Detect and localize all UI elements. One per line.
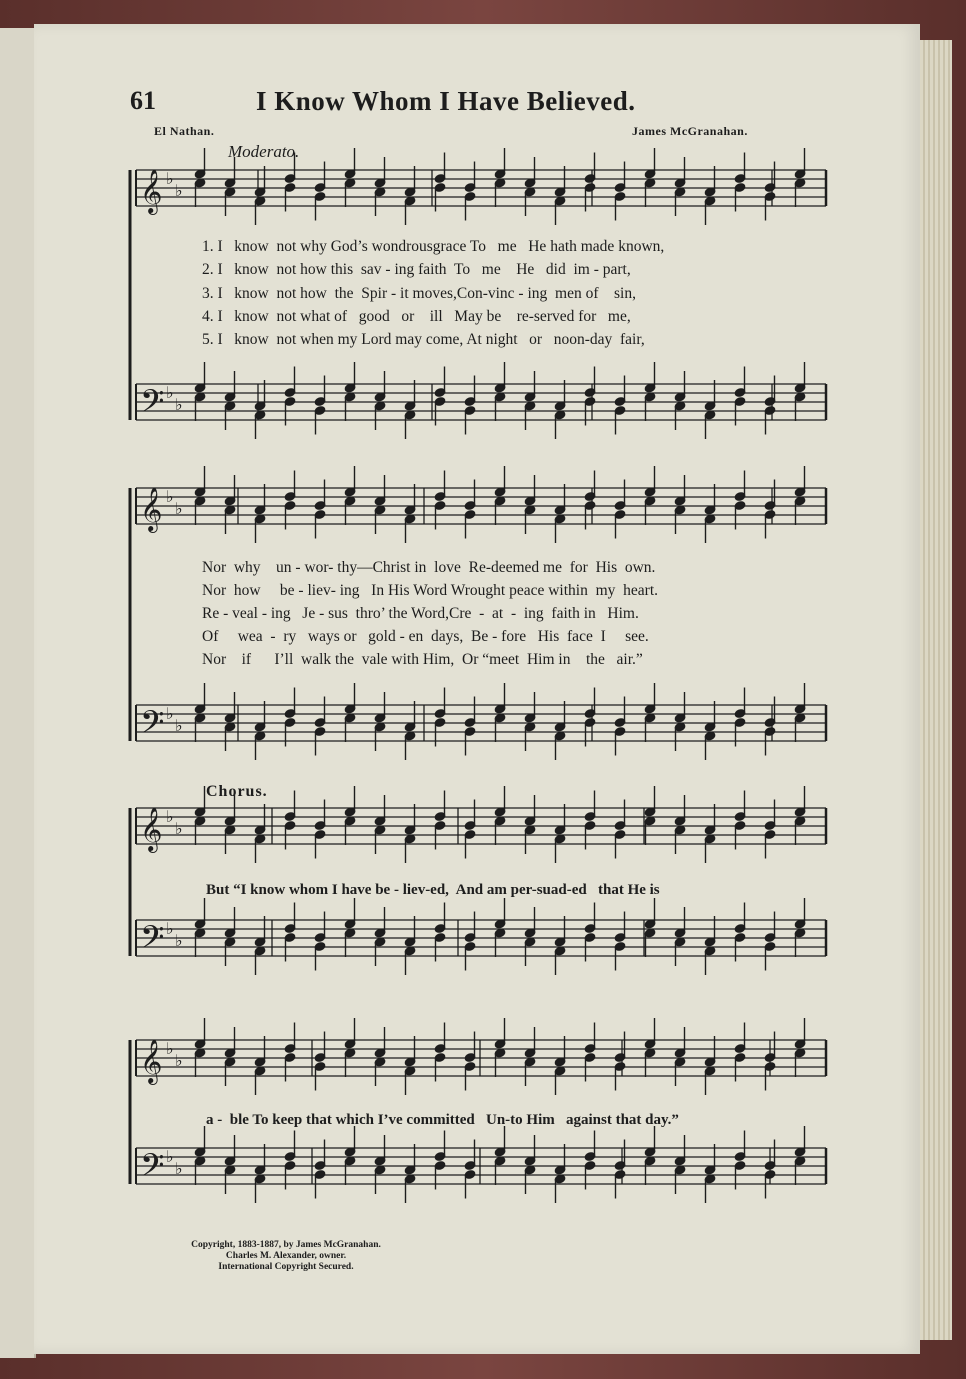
flat-icon: ♭: [175, 181, 183, 200]
copyright-notice: [166, 1240, 406, 1273]
chorus-lyric-line: a - ble To keep that which I’ve committed Un-to Him against that day.”: [206, 1112, 679, 1128]
verse-line: 4. I know not what of good or ill May be re-served for me,: [202, 308, 631, 325]
author-credit: El Nathan.: [154, 124, 215, 138]
chorus-lyric-line: But “I know whom I have be - liev-ed, And am per-suad-ed that He is: [206, 882, 660, 898]
bass-clef-icon: 𝄢: [140, 383, 165, 427]
bass-clef-icon: 𝄢: [140, 1147, 165, 1191]
verse-line: Nor how be - liev- ing In His Word Wrought peace within my heart.: [202, 582, 659, 599]
hymn-title: I Know Whom I Have Believed.: [256, 86, 636, 116]
flat-icon: ♭: [166, 1039, 174, 1058]
verse-line: Nor why un - wor- thy—Christ in love Re-deemed me for His own.: [202, 559, 656, 576]
flat-icon: ♭: [175, 931, 183, 950]
copyright-line: Charles M. Alexander, owner.: [225, 1251, 347, 1261]
flat-icon: ♭: [175, 499, 183, 518]
copyright-line: International Copyright Secured.: [218, 1262, 354, 1272]
flat-icon: ♭: [166, 807, 174, 826]
bass-clef-icon: 𝄢: [140, 704, 165, 748]
bass-clef-icon: 𝄢: [140, 919, 165, 963]
treble-clef-icon: 𝄞: [140, 1039, 163, 1083]
chorus-label: Chorus.: [206, 783, 268, 800]
flat-icon: ♭: [175, 716, 183, 735]
copyright-line: Copyright, 1883-1887, by James McGranahan.: [191, 1240, 381, 1250]
flat-icon: ♭: [166, 487, 174, 506]
verse-line: Of wea - ry ways or gold - en days, Be - fore His face I see.: [202, 628, 649, 645]
verse-line: 5. I know not when my Lord may come, At night or noon-day fair,: [202, 331, 645, 348]
hymn-number: 61: [130, 86, 156, 115]
treble-clef-icon: 𝄞: [140, 487, 163, 531]
composer-credit: James McGranahan.: [632, 124, 748, 138]
flat-icon: ♭: [175, 819, 183, 838]
treble-clef-icon: 𝄞: [140, 807, 163, 851]
flat-icon: ♭: [166, 1147, 174, 1166]
verse-line: Nor if I’ll walk the vale with Him, Or “meet Him in the air.”: [202, 651, 643, 668]
flat-icon: ♭: [166, 919, 174, 938]
treble-clef-icon: 𝄞: [140, 169, 163, 213]
verse-line: 1. I know not why God’s wondrousgrace To me He hath made known,: [202, 238, 665, 255]
tempo-marking: Moderato.: [228, 142, 300, 161]
verse-line: Re - veal - ing Je - sus thro’ the Word,Cre - at - ing faith in Him.: [202, 605, 639, 622]
flat-icon: ♭: [166, 704, 174, 723]
flat-icon: ♭: [175, 395, 183, 414]
flat-icon: ♭: [166, 169, 174, 188]
flat-icon: ♭: [166, 383, 174, 402]
verse-line: 3. I know not how the Spir - it moves,Con-vinc - ing men of sin,: [202, 285, 636, 302]
flat-icon: ♭: [175, 1051, 183, 1070]
verse-line: 2. I know not how this sav - ing faith To me He did im - part,: [202, 261, 631, 278]
flat-icon: ♭: [175, 1159, 183, 1178]
